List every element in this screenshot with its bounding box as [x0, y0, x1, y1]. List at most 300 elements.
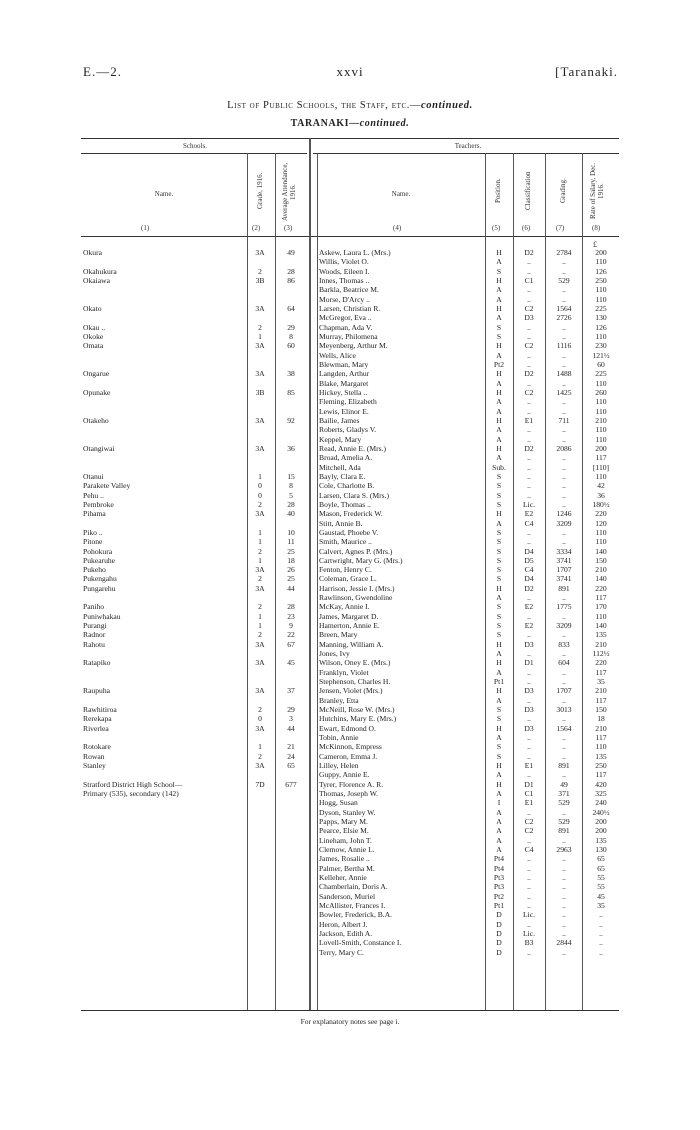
grade-cell: 2 — [258, 705, 262, 715]
teacher-name-cell: Bowler, Frederick, B.A. — [319, 910, 393, 920]
school-name-cell: Rahotu — [83, 639, 105, 649]
title-continued: continued. — [421, 100, 473, 111]
table-row — [81, 295, 619, 304]
salary-cell: 110 — [595, 397, 607, 407]
classification-cell: D1 — [524, 658, 534, 668]
grading-cell: 891 — [558, 583, 570, 593]
grading-cell: 1707 — [556, 565, 572, 575]
attendance-cell: 44 — [287, 583, 295, 593]
position-cell: A — [496, 593, 502, 603]
table-row — [81, 313, 619, 322]
attendance-cell: 36 — [287, 443, 295, 453]
grade-cell: 2 — [258, 602, 262, 612]
salary-cell: 130 — [595, 845, 607, 854]
attendance-cell: 21 — [287, 742, 295, 752]
col-number: (6) — [522, 224, 531, 232]
teacher-name-cell: McGregor, Eva .. — [319, 313, 372, 323]
attendance-cell: 11 — [287, 537, 295, 547]
grading-cell: 1488 — [556, 369, 572, 379]
teacher-name-cell: Clemow, Annie L. — [319, 845, 375, 854]
grading-cell: .. — [562, 733, 566, 743]
col-number: (4) — [393, 224, 402, 232]
position-cell: S — [496, 481, 502, 491]
teacher-name-cell: Gaustad, Phoebe V. — [319, 527, 379, 537]
grade-cell: 3A — [255, 248, 265, 257]
position-heading: Position. — [494, 178, 502, 204]
salary-cell: 240 — [595, 798, 607, 808]
salary-cell: 117 — [595, 593, 607, 603]
table-row — [81, 472, 619, 481]
teacher-name-cell: Fenton, Henry C. — [319, 565, 372, 575]
salary-cell: 110 — [595, 257, 607, 267]
school-name-cell: Piko .. — [83, 527, 103, 537]
position-cell: S — [496, 742, 502, 752]
teacher-name-cell: Smith, Maurice .. — [319, 537, 372, 547]
report-code: E.—2. — [83, 64, 122, 79]
attendance-cell: 44 — [287, 723, 295, 733]
classification-cell: Lic. — [522, 928, 536, 938]
grading-cell: 2784 — [556, 248, 572, 257]
classification-cell: Lic. — [522, 910, 536, 920]
grading-cell: .. — [562, 695, 566, 705]
grading-cell: .. — [562, 425, 566, 435]
attendance-cell: 85 — [287, 387, 295, 397]
salary-cell: 126 — [595, 266, 607, 276]
salary-cell: 55 — [597, 872, 605, 882]
attendance-cell: 28 — [287, 266, 295, 276]
table-row — [81, 565, 619, 574]
table-row — [81, 584, 619, 593]
classification-cell: .. — [527, 434, 531, 444]
salary-cell: 180½ — [592, 499, 610, 509]
position-cell: H — [496, 443, 502, 453]
teacher-name-cell: Kelleher, Annie — [319, 872, 367, 882]
classification-cell: C2 — [524, 303, 534, 313]
salary-cell: .. — [599, 910, 603, 920]
position-cell: A — [496, 257, 502, 267]
table-row — [81, 602, 619, 611]
salary-cell: 250 — [595, 275, 607, 285]
classification-cell: E2 — [524, 509, 534, 519]
position-cell: A — [496, 518, 502, 528]
salary-cell: 200 — [595, 248, 607, 257]
position-cell: I — [497, 798, 501, 808]
classification-cell: C1 — [524, 275, 534, 285]
salary-cell: 150 — [595, 705, 607, 715]
position-cell: D — [496, 947, 502, 957]
salary-cell: 35 — [597, 677, 605, 687]
salary-cell: 325 — [595, 789, 607, 799]
position-cell: S — [496, 565, 502, 575]
teacher-name-cell: Cameron, Emma J. — [319, 751, 378, 761]
classification-cell: .. — [527, 285, 531, 295]
salary-cell: 110 — [595, 285, 607, 295]
table-row — [81, 677, 619, 686]
grading-cell: .. — [562, 714, 566, 724]
school-name-cell: Rowan — [83, 751, 105, 761]
schools-group-rule — [81, 153, 307, 154]
salary-cell: 110 — [595, 378, 607, 388]
teacher-name-cell: Askew, Laura L. (Mrs.) — [319, 248, 391, 257]
attendance-cell: 26 — [287, 565, 295, 575]
position-cell: H — [496, 415, 502, 425]
classification-cell: C4 — [524, 565, 534, 575]
attendance-cell: 86 — [287, 275, 295, 285]
salary-cell: 110 — [595, 471, 607, 481]
classification-cell: .. — [527, 257, 531, 267]
position-cell: H — [496, 723, 502, 733]
salary-cell: .. — [599, 947, 603, 957]
classification-cell: C4 — [524, 845, 534, 854]
grade-cell: 2 — [258, 266, 262, 276]
salary-cell: .. — [599, 938, 603, 948]
attendance-cell: 40 — [287, 509, 295, 519]
grade-cell: 3A — [255, 341, 265, 351]
teacher-name-cell: Broad, Amelia A. — [319, 453, 373, 463]
table-row — [81, 948, 619, 957]
grading-cell: 2963 — [556, 845, 572, 854]
teacher-name-cell: Thomas, Joseph W. — [319, 789, 379, 799]
teacher-name-cell: McKinnon, Empress — [319, 742, 382, 752]
classification-cell: .. — [527, 854, 531, 864]
classification-cell: E1 — [524, 415, 534, 425]
school-name-cell: Omata — [83, 341, 104, 351]
school-name-cell: Pohokura — [83, 546, 113, 556]
grading-cell: 1246 — [556, 509, 572, 519]
salary-cell: 140 — [595, 546, 607, 556]
table-row — [81, 817, 619, 826]
school-name-cell: Otakeho — [83, 415, 109, 425]
classification-cell: .. — [527, 947, 531, 957]
school-name-cell: Okato — [83, 303, 102, 313]
grading-cell: .. — [562, 359, 566, 369]
grading-cell: 2086 — [556, 443, 572, 453]
table-row — [81, 836, 619, 845]
position-cell: A — [496, 425, 502, 435]
table-row — [81, 696, 619, 705]
classification-cell: .. — [527, 882, 531, 892]
position-cell: D — [496, 919, 502, 929]
grading-cell: .. — [562, 537, 566, 547]
classification-cell: .. — [527, 350, 531, 360]
table-row — [81, 770, 619, 779]
school-name-cell: Okau .. — [83, 322, 106, 332]
grading-cell: 529 — [558, 275, 570, 285]
teacher-name-cell: Blewman, Mary — [319, 359, 369, 369]
classification-cell: D4 — [524, 574, 534, 584]
grading-cell: 711 — [558, 415, 570, 425]
grading-cell: .. — [562, 677, 566, 687]
position-cell: H — [496, 509, 502, 519]
table-row — [81, 341, 619, 350]
teacher-name-cell: Jackson, Edith A. — [319, 928, 373, 938]
classification-cell: E1 — [524, 761, 534, 771]
teacher-name-cell: Murray, Philomena — [319, 331, 378, 341]
classification-cell: .. — [527, 695, 531, 705]
currency-symbol: £ — [593, 240, 597, 249]
grade-cell: 3A — [255, 686, 265, 696]
teacher-name-cell: McKay, Annie I. — [319, 602, 370, 612]
attendance-cell: 677 — [285, 779, 297, 789]
classification-cell: .. — [527, 481, 531, 491]
position-cell: H — [496, 275, 502, 285]
school-name-cell: Pukengahu — [83, 574, 117, 584]
salary-cell: 112½ — [592, 649, 610, 659]
salary-cell: 220 — [595, 658, 607, 668]
teacher-name-cell: Harrison, Jessie I. (Mrs.) — [319, 583, 395, 593]
attendance-cell: 10 — [287, 527, 295, 537]
classification-cell: .. — [527, 322, 531, 332]
salary-cell: 210 — [595, 639, 607, 649]
position-cell: A — [496, 770, 502, 780]
school-name-cell: Otangiwai — [83, 443, 115, 453]
salary-cell: 150 — [595, 555, 607, 565]
classification-cell: C2 — [524, 817, 534, 827]
salary-cell: 200 — [595, 443, 607, 453]
table-row — [81, 453, 619, 462]
attendance-cell: 28 — [287, 499, 295, 509]
table-row — [81, 742, 619, 751]
grading-cell: 891 — [558, 826, 570, 836]
school-name-cell: Okahukura — [83, 266, 117, 276]
grade-cell: 3A — [255, 658, 265, 668]
grade-cell: 2 — [258, 751, 262, 761]
attendance-cell: 3 — [289, 714, 293, 724]
table-row — [81, 593, 619, 602]
classification-cell: .. — [527, 490, 531, 500]
teacher-name-cell: Rawlinson, Gwendoline — [319, 593, 393, 603]
table-row — [81, 854, 619, 863]
teacher-name-cell: Keppel, Mary — [319, 434, 362, 444]
table-row — [81, 537, 619, 546]
salary-cell: 220 — [595, 509, 607, 519]
table-row — [81, 463, 619, 472]
classification-cell: .. — [527, 397, 531, 407]
grading-cell: 3209 — [556, 621, 572, 631]
classification-cell: D2 — [524, 443, 534, 453]
table-row — [81, 612, 619, 621]
position-cell: S — [496, 705, 502, 715]
table-row — [81, 901, 619, 910]
classification-cell: D2 — [524, 583, 534, 593]
attendance-heading: Average Attendance, 1916. — [281, 162, 297, 222]
salary-cell: 117 — [595, 695, 607, 705]
table-row — [81, 630, 619, 639]
position-cell: H — [496, 639, 502, 649]
table-row — [81, 920, 619, 929]
grading-cell: 49 — [560, 779, 568, 789]
teacher-name-cell: Willis, Violet O. — [319, 257, 369, 267]
salary-cell: 60 — [597, 359, 605, 369]
teacher-name-cell: Lineham, John T. — [319, 835, 372, 845]
classification-cell: D2 — [524, 369, 534, 379]
classification-cell: .. — [527, 667, 531, 677]
classification-cell: .. — [527, 807, 531, 817]
position-cell: A — [496, 406, 502, 416]
salary-cell: 260 — [595, 387, 607, 397]
teacher-name-cell: Franklyn, Violet — [319, 667, 369, 677]
salary-cell: 65 — [597, 863, 605, 873]
teacher-name-cell: Cole, Charlotte B. — [319, 481, 375, 491]
grade-cell: 2 — [258, 322, 262, 332]
position-cell: D — [496, 928, 502, 938]
position-cell: A — [496, 294, 502, 304]
position-cell: A — [496, 817, 502, 827]
grading-cell: 3013 — [556, 705, 572, 715]
teacher-name-cell: Mitchell, Ada — [319, 462, 361, 472]
position-cell: S — [496, 555, 502, 565]
table-row — [81, 640, 619, 649]
header-bottom-rule — [81, 236, 619, 237]
teacher-name-cell: Boyle, Thomas .. — [319, 499, 371, 509]
footnote: For explanatory notes see page i. — [300, 1017, 400, 1026]
teacher-name-cell: Barkla, Beatrice M. — [319, 285, 379, 295]
salary-cell: 130 — [595, 313, 607, 323]
attendance-cell: 18 — [287, 555, 295, 565]
teacher-name-cell: Meyenberg, Arthur M. — [319, 341, 388, 351]
subtitle-main: TARANAKI— — [290, 118, 360, 129]
grading-cell: .. — [562, 406, 566, 416]
classification-cell: .. — [527, 733, 531, 743]
teacher-name-cell: Tobin, Annie — [319, 733, 359, 743]
grade-cell: 2 — [258, 630, 262, 640]
grading-cell: .. — [562, 453, 566, 463]
table-row — [81, 351, 619, 360]
grading-cell: .. — [562, 490, 566, 500]
school-name-cell: Okura — [83, 248, 102, 257]
grading-cell: .. — [562, 481, 566, 491]
school-name-cell: Okaiawa — [83, 275, 110, 285]
grade-cell: 1 — [258, 555, 262, 565]
salary-cell: 110 — [595, 434, 607, 444]
school-name-cell: Parakete Valley — [83, 481, 131, 491]
teacher-name-cell: Bailie, James — [319, 415, 360, 425]
grading-cell: .. — [562, 462, 566, 472]
salary-cell: .. — [599, 919, 603, 929]
teacher-name-heading: Name. — [391, 190, 411, 198]
grade-cell: 3A — [255, 723, 265, 733]
classification-cell: D3 — [524, 705, 534, 715]
grading-cell: .. — [562, 350, 566, 360]
teacher-name-cell: Dyson, Stanley W. — [319, 807, 376, 817]
classification-cell: .. — [527, 649, 531, 659]
attendance-cell: 60 — [287, 341, 295, 351]
grade-cell: 3A — [255, 443, 265, 453]
position-cell: A — [496, 695, 502, 705]
teacher-name-cell: Chamberlain, Doris A. — [319, 882, 388, 892]
col-number: (2) — [252, 224, 261, 232]
grade-cell: 3A — [255, 415, 265, 425]
attendance-cell: 8 — [289, 481, 293, 491]
teacher-name-cell: Roberts, Gladys V. — [319, 425, 377, 435]
classification-cell: D3 — [524, 639, 534, 649]
teacher-name-cell: Innes, Thomas .. — [319, 275, 370, 285]
table-row — [81, 845, 619, 854]
classification-heading: Classification — [524, 171, 532, 211]
attendance-cell: 92 — [287, 415, 295, 425]
grading-cell: .. — [562, 891, 566, 901]
grading-cell: .. — [562, 910, 566, 920]
classification-cell: D2 — [524, 248, 534, 257]
grading-cell: .. — [562, 331, 566, 341]
grading-cell: .. — [562, 947, 566, 957]
salary-cell: 117 — [595, 453, 607, 463]
grading-cell: .. — [562, 397, 566, 407]
table-row — [81, 826, 619, 835]
teacher-name-cell: Larsen, Clara S. (Mrs.) — [319, 490, 390, 500]
salary-cell: 140 — [595, 621, 607, 631]
position-cell: S — [496, 527, 502, 537]
classification-cell: C2 — [524, 341, 534, 351]
table-row — [81, 528, 619, 537]
grade-cell: 0 — [258, 481, 262, 491]
attendance-cell: 38 — [287, 369, 295, 379]
grading-cell: .. — [562, 434, 566, 444]
salary-cell: 135 — [595, 630, 607, 640]
teacher-name-cell: Hogg, Susan — [319, 798, 358, 808]
table-row — [81, 285, 619, 294]
salary-cell: 240½ — [592, 807, 610, 817]
position-cell: S — [496, 537, 502, 547]
grading-cell: .. — [562, 751, 566, 761]
salary-cell: 110 — [595, 294, 607, 304]
grading-cell: .. — [562, 630, 566, 640]
position-cell: H — [496, 341, 502, 351]
grading-cell: 3741 — [556, 574, 572, 584]
salary-cell: 200 — [595, 817, 607, 827]
school-name-cell: Raupuha — [83, 686, 110, 696]
salary-cell: 200 — [595, 826, 607, 836]
classification-cell: .. — [527, 462, 531, 472]
table-row — [81, 649, 619, 658]
table-row — [81, 864, 619, 873]
grading-cell: 604 — [558, 658, 570, 668]
grading-cell: 371 — [558, 789, 570, 799]
school-name-cell: Puniwhakau — [83, 611, 121, 621]
table-row — [81, 332, 619, 341]
classification-cell: .. — [527, 611, 531, 621]
position-cell: H — [496, 761, 502, 771]
teacher-name-cell: Calvert, Agnes P. (Mrs.) — [319, 546, 393, 556]
grade-cell: 1 — [258, 537, 262, 547]
grade-heading: Grade, 1916. — [256, 172, 264, 210]
attendance-cell: 29 — [287, 322, 295, 332]
teacher-name-cell: Coleman, Grace L. — [319, 574, 377, 584]
table-row — [81, 304, 619, 313]
schools-group-heading: Schools. — [183, 142, 207, 150]
salary-cell: 110 — [595, 611, 607, 621]
grading-cell: 1564 — [556, 303, 572, 313]
classification-cell: .. — [527, 294, 531, 304]
teacher-name-cell: Lewis, Elinor E. — [319, 406, 369, 416]
table-row — [81, 808, 619, 817]
table-row — [81, 938, 619, 947]
classification-cell: .. — [527, 742, 531, 752]
classification-cell: .. — [527, 751, 531, 761]
teacher-name-cell: Lovell-Smith, Constance I. — [319, 938, 402, 948]
subtitle-continued: continued. — [359, 118, 410, 129]
school-name-cell: Paniho — [83, 602, 105, 612]
school-name-cell: Ongarue — [83, 369, 110, 379]
teachers-group-rule — [313, 153, 619, 154]
grading-cell: .. — [562, 257, 566, 267]
table-row — [81, 491, 619, 500]
classification-cell: D4 — [524, 546, 534, 556]
attendance-cell: 64 — [287, 303, 295, 313]
classification-cell: .. — [527, 425, 531, 435]
position-cell: Pt3 — [493, 882, 505, 892]
classification-cell: D1 — [524, 779, 534, 789]
